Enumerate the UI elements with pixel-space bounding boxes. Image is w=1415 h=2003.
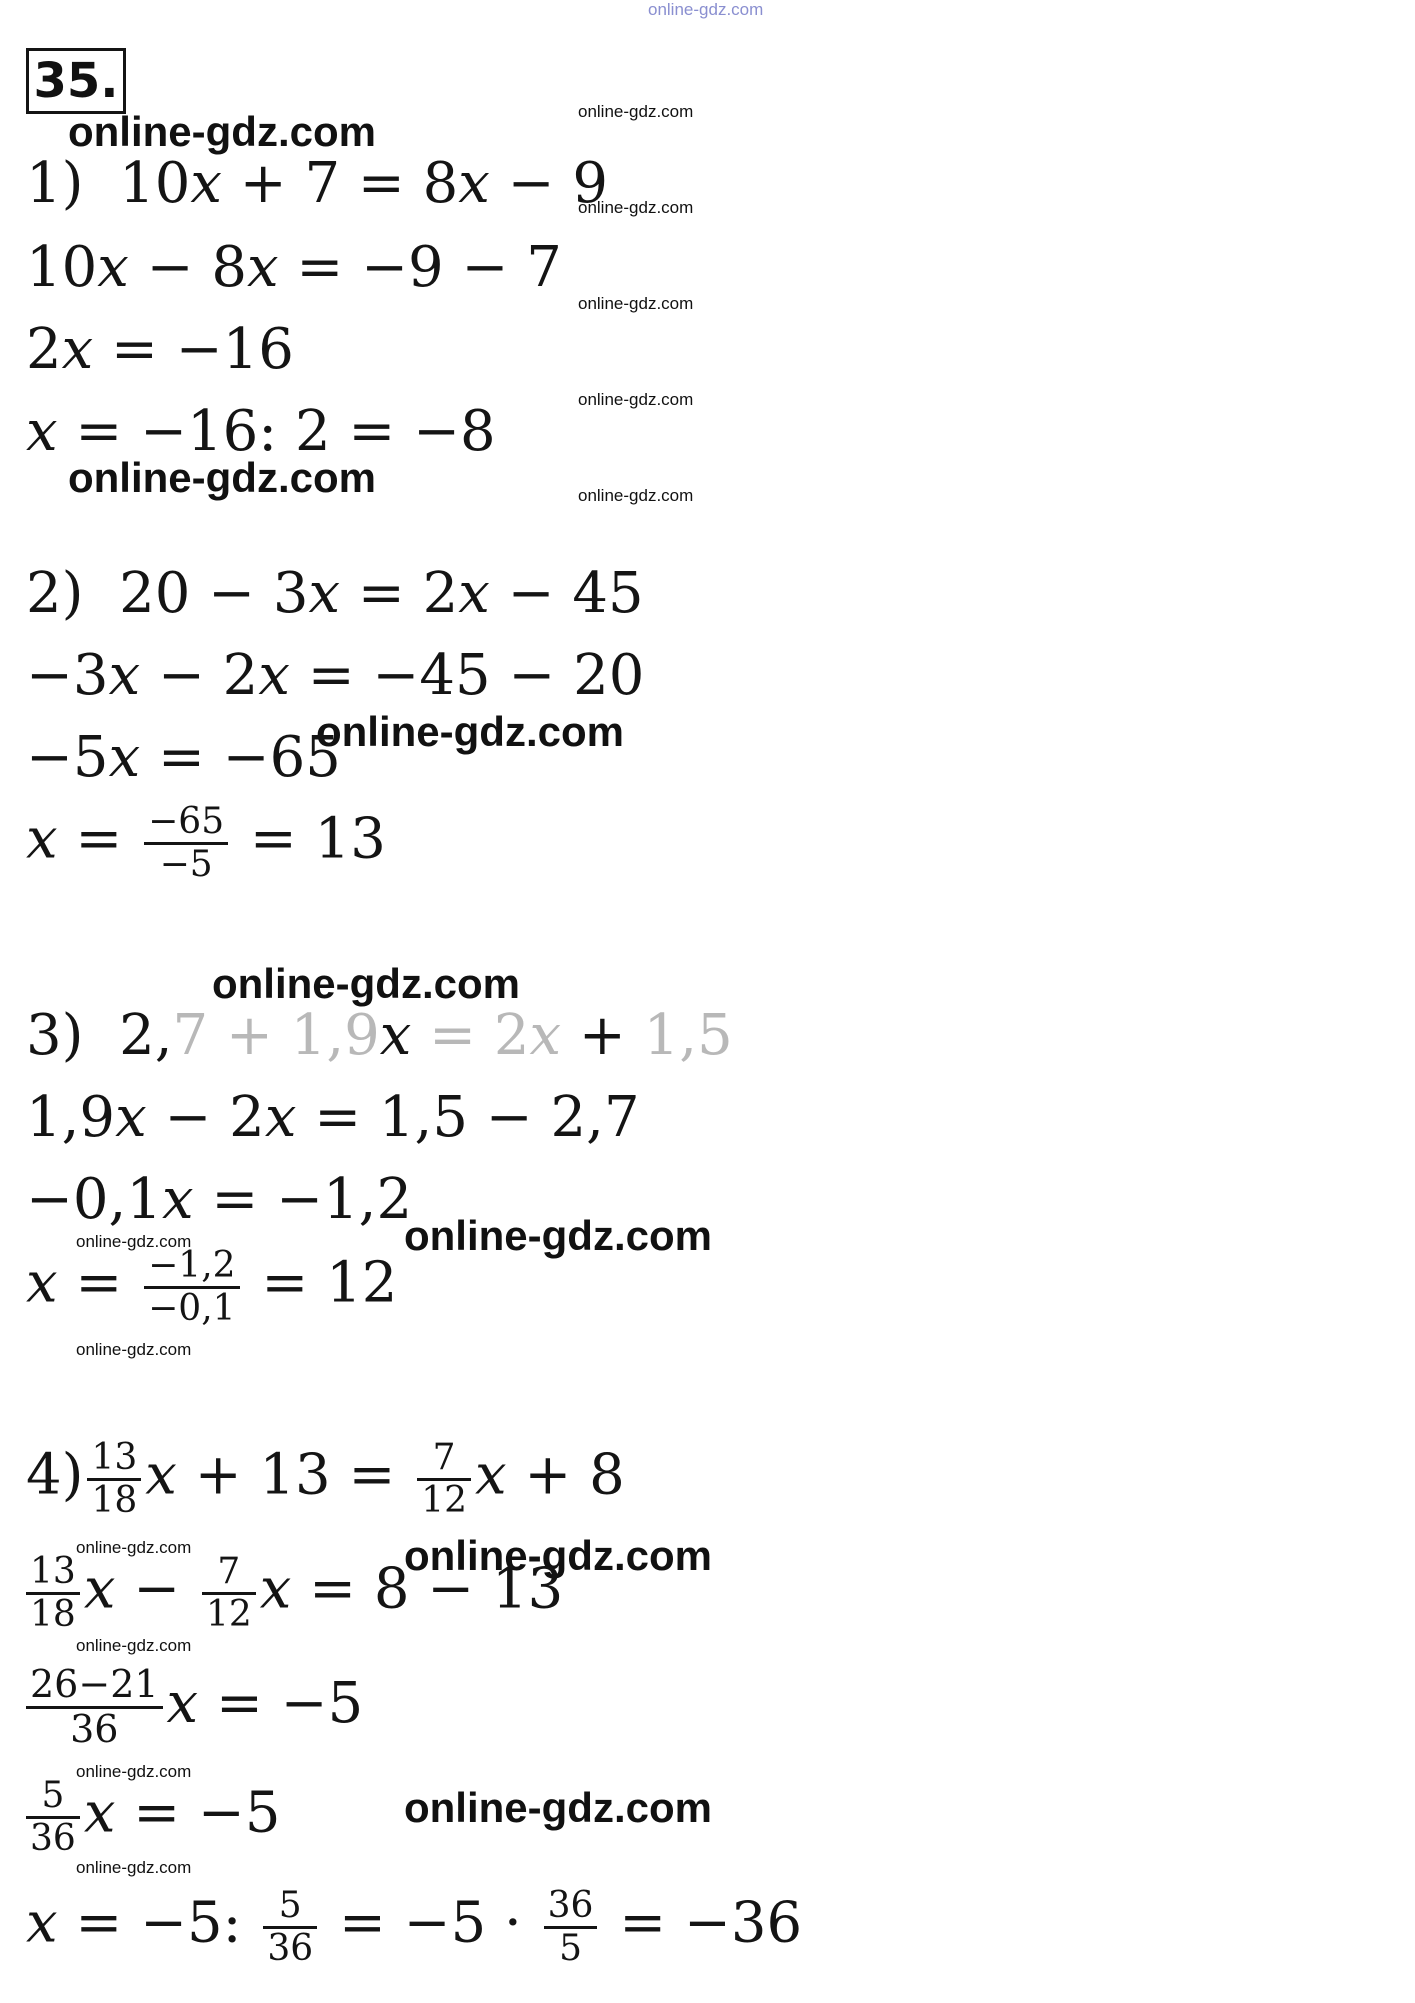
part2-answer: x = $\frac{-65}{-5}$ = 13 [26, 801, 386, 885]
fraction: $\frac{5}{36}$ [26, 1776, 80, 1858]
fraction: $\frac{-65}{-5}$ [144, 802, 228, 884]
part3-equation: 3) 2,7 + 1,9x = 2x + 1,5 [26, 1003, 733, 1068]
watermark: online-gdz.com [404, 1784, 712, 1831]
problem-number: 35. [26, 48, 126, 114]
watermark: online-gdz.com [404, 1532, 712, 1579]
part4-step: $\frac{26-21}{36}$ x = −5 [26, 1664, 363, 1751]
watermark: online-gdz.com [76, 1858, 192, 1877]
watermark: online-gdz.com [316, 708, 624, 755]
part-label: 1) [26, 151, 84, 216]
fraction: $\frac{13}{18}$ [26, 1552, 80, 1634]
part-label: 4) [26, 1442, 84, 1508]
part1-step: 10x − 8x = −9 − 7 [26, 235, 562, 300]
part1-equation: 1) 10x + 7 = 8x − 9 [26, 151, 609, 216]
watermark: online-gdz.com [76, 1636, 192, 1655]
fraction: $\frac{36}{5}$ [544, 1886, 598, 1968]
fraction: $\frac{7}{12}$ [202, 1552, 256, 1634]
fraction: $\frac{5}{36}$ [263, 1886, 317, 1968]
part2-step: −3x − 2x = −45 − 20 [26, 643, 645, 708]
watermark: online-gdz.com [76, 1762, 192, 1781]
part4-step: $\frac{13}{18}$ x − $\frac{7}{12}$ x = 8 − 13 [26, 1552, 563, 1634]
watermark: online-gdz.com [578, 486, 694, 505]
part2-step: −5x = −65 [26, 725, 341, 790]
part-label: 3) [26, 1003, 84, 1068]
fraction: $\frac{26-21}{36}$ [26, 1664, 163, 1751]
part3-step: −0,1x = −1,2 [26, 1167, 413, 1232]
watermark: online-gdz.com [578, 294, 694, 313]
part3-answer: x = $\frac{-1,2}{-0,1}$ = 12 [26, 1245, 398, 1329]
watermark-top: online-gdz.com [648, 0, 764, 19]
watermark: online-gdz.com [578, 390, 694, 409]
part-label: 2) [26, 561, 84, 626]
part4-equation: 4) $\frac{13}{18}$ x + 13 = $\frac{7}{12}$ x + 8 [26, 1437, 625, 1521]
watermark: online-gdz.com [76, 1538, 192, 1557]
watermark: online-gdz.com [404, 1212, 712, 1259]
part1-answer: x = −16: 2 = −8 [26, 399, 496, 464]
part4-step: $\frac{5}{36}$ x = −5 [26, 1776, 280, 1858]
part4-answer: x = −5: $\frac{5}{36}$ = −5 · $\frac{36}{5}$ = −36 [26, 1885, 803, 1969]
fraction: $\frac{7}{12}$ [417, 1438, 471, 1520]
watermark: online-gdz.com [578, 102, 694, 121]
part1-step: 2x = −16 [26, 317, 294, 382]
watermark: online-gdz.com [76, 1340, 192, 1359]
watermark: online-gdz.com [68, 108, 376, 155]
watermark: online-gdz.com [578, 198, 694, 217]
watermark: online-gdz.com [68, 454, 376, 501]
fraction: $\frac{-1,2}{-0,1}$ [144, 1246, 239, 1328]
fraction: $\frac{13}{18}$ [87, 1438, 141, 1520]
watermark: online-gdz.com [212, 960, 520, 1007]
part2-equation: 2) 20 − 3x = 2x − 45 [26, 561, 644, 626]
watermark: online-gdz.com [76, 1232, 192, 1251]
part3-step: 1,9x − 2x = 1,5 − 2,7 [26, 1085, 640, 1150]
